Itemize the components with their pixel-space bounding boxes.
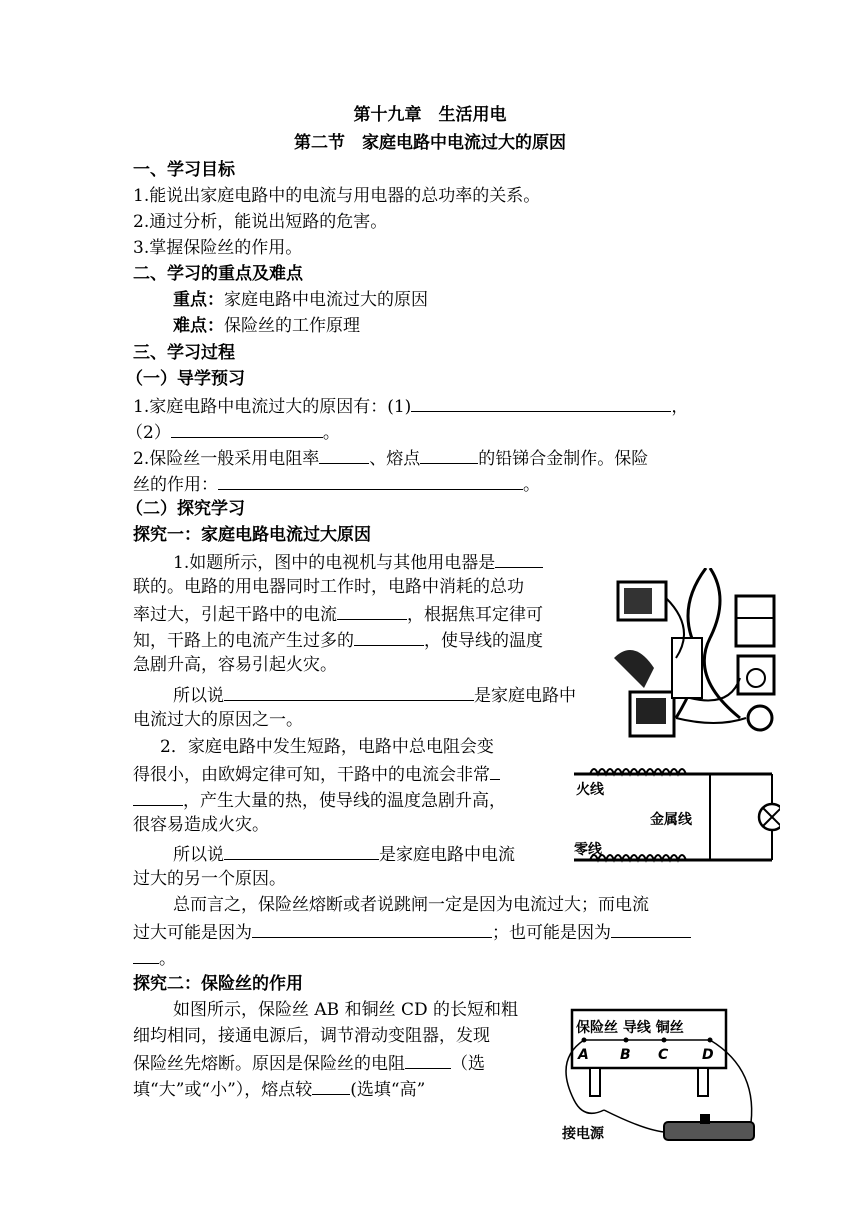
point-d-label: D bbox=[702, 1047, 714, 1063]
kettle-icon bbox=[748, 706, 772, 730]
board-label: 保险丝 导线 铜丝 bbox=[576, 1020, 684, 1036]
answer-blank[interactable] bbox=[420, 447, 478, 464]
answer-blank[interactable] bbox=[312, 1078, 350, 1095]
point-a-label: A bbox=[578, 1047, 589, 1063]
chapter-title: 第十九章 生活用电 bbox=[353, 105, 507, 125]
summary-line: 。 bbox=[133, 947, 176, 969]
hard-point bbox=[173, 316, 360, 336]
p1-line: 联的。电路的用电器同时工作时，电路中消耗的总功 bbox=[133, 577, 524, 597]
live-wire-label: 火线 bbox=[576, 782, 604, 798]
p2-line: ，产生大量的热，使导线的温度急剧升高， bbox=[133, 789, 506, 811]
goal-item: 3.掌握保险丝的作用。 bbox=[133, 238, 303, 258]
p2-line: 所以说 是家庭电路中电流 bbox=[173, 845, 515, 865]
summary-line: 过大可能是因为 ；也可能是因为 bbox=[133, 921, 691, 943]
goals-heading: 一、学习目标 bbox=[133, 160, 235, 180]
p1-line: 1.如题所示，图中的电视机与其他用电器是 bbox=[173, 551, 543, 573]
answer-blank[interactable] bbox=[252, 921, 492, 938]
answer-blank[interactable] bbox=[224, 684, 474, 701]
fuse-line: 保险丝先熔断。原因是保险丝的电阻 （选 bbox=[133, 1054, 485, 1074]
summary-line: 总而言之，保险丝熔断或者说跳闸一定是因为电流过大；而电流 bbox=[173, 895, 649, 915]
p2-line: 得很小，由欧姆定律可知，干路中的电流会非常 bbox=[133, 763, 500, 785]
goal-item: 1.能说出家庭电路中的电流与用电器的总功率的关系。 bbox=[133, 186, 541, 206]
q1-line1: 1.家庭电路中电流过大的原因有：(1) ， bbox=[133, 397, 689, 417]
point-b-label: B bbox=[620, 1047, 631, 1063]
process-heading: 三、学习过程 bbox=[133, 343, 235, 363]
fuse-experiment-figure bbox=[560, 1004, 780, 1154]
p1-line: 急剧升高，容易引起火灾。 bbox=[133, 655, 337, 675]
point-c-label: C bbox=[658, 1047, 669, 1063]
answer-blank[interactable] bbox=[490, 763, 500, 780]
focus-heading: 二、学习的重点及难点 bbox=[133, 264, 303, 284]
preview-heading: （一）导学预习 bbox=[126, 369, 245, 389]
key-label: 重点： bbox=[173, 290, 224, 310]
p2-line: 过大的另一个原因。 bbox=[133, 869, 286, 889]
q2-line2: 丝的作用： 。 bbox=[133, 475, 540, 495]
answer-blank[interactable] bbox=[133, 789, 183, 806]
fuse-line: 如图所示，保险丝 AB 和铜丝 CD 的长短和粗 bbox=[173, 1000, 519, 1020]
p2-line: 很容易造成火灾。 bbox=[133, 815, 269, 835]
p1-line: 率过大，引起干路中的电流 ，根据焦耳定律可 bbox=[133, 605, 543, 625]
p2-line: 2．家庭电路中发生短路，电路中总电阻会变 bbox=[160, 737, 494, 757]
appliances-figure bbox=[610, 568, 782, 740]
p1-line: 知，干路上的电流产生过多的 ，使导线的温度 bbox=[133, 631, 543, 651]
answer-blank[interactable] bbox=[218, 473, 523, 490]
answer-blank[interactable] bbox=[224, 843, 379, 860]
answer-blank[interactable] bbox=[133, 947, 159, 964]
answer-blank[interactable] bbox=[611, 921, 691, 938]
key-text: 家庭电路中电流过大的原因 bbox=[224, 290, 428, 310]
rheostat-icon bbox=[664, 1122, 754, 1140]
answer-blank[interactable] bbox=[354, 629, 424, 646]
fuse-line: 填“大”或“小”），熔点较 (选填“高” bbox=[133, 1080, 426, 1100]
short-circuit-figure bbox=[570, 752, 780, 882]
explore1-heading: 探究一：家庭电路电流过大原因 bbox=[133, 525, 371, 545]
lamp-icon bbox=[759, 804, 780, 830]
power-strip-icon bbox=[672, 638, 702, 698]
iron-icon bbox=[614, 650, 654, 688]
fuse-line: 细均相同，接通电源后，调节滑动变阻器，发现 bbox=[133, 1026, 490, 1046]
answer-blank[interactable] bbox=[337, 603, 407, 620]
explore-heading: （二）探究学习 bbox=[126, 499, 245, 519]
hard-text: 保险丝的工作原理 bbox=[224, 316, 360, 336]
p1-line: 所以说 是家庭电路中 bbox=[173, 686, 576, 706]
answer-blank[interactable] bbox=[411, 395, 671, 412]
answer-blank[interactable] bbox=[405, 1052, 451, 1069]
answer-blank[interactable] bbox=[495, 551, 543, 568]
answer-blank[interactable] bbox=[171, 421, 323, 438]
metal-wire-label: 金属线 bbox=[650, 812, 692, 828]
p1-line: 电流过大的原因之一。 bbox=[133, 710, 303, 730]
key-point bbox=[173, 290, 428, 310]
q2-line1: 2.保险丝一般采用电阻率 、熔点 的铅锑合金制作。保险 bbox=[133, 449, 649, 469]
explore2-heading: 探究二：保险丝的作用 bbox=[133, 974, 303, 994]
neutral-wire-label: 零线 bbox=[574, 842, 602, 858]
power-label: 接电源 bbox=[562, 1126, 604, 1142]
answer-blank[interactable] bbox=[319, 447, 369, 464]
q1-line2: （2） 。 bbox=[126, 423, 340, 443]
fridge-icon bbox=[736, 596, 774, 646]
hard-label: 难点： bbox=[173, 316, 224, 336]
section-title: 第二节 家庭电路中电流过大的原因 bbox=[294, 133, 566, 153]
goal-item: 2.通过分析，能说出短路的危害。 bbox=[133, 212, 388, 232]
